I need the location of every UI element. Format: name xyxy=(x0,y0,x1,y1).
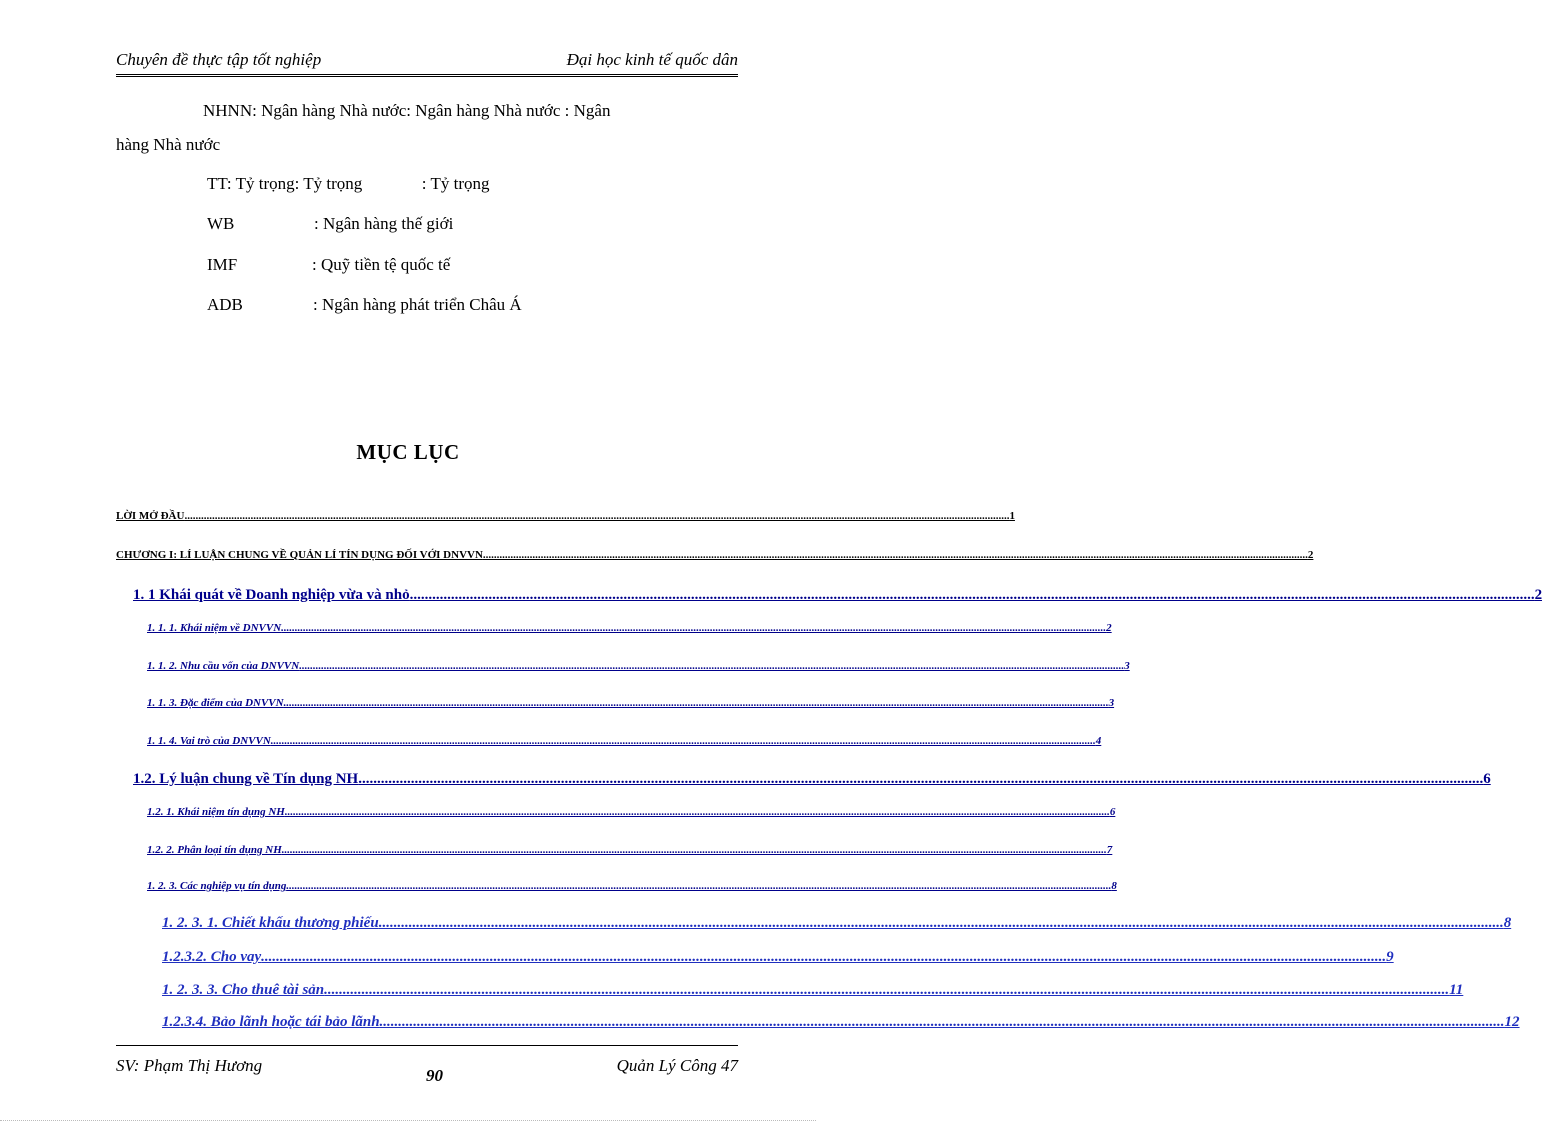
toc-leader-dots: ............................................................................................................................................................................................................................................................................................................ xyxy=(261,949,1387,965)
toc-leader-dots: ............................................................................................................................................................................................................................................................................................................ xyxy=(286,880,1112,892)
toc-entry-page: 2 xyxy=(1106,622,1112,634)
toc-entry-chuong-1[interactable] xyxy=(116,549,1314,561)
page-bottom-dotted-line xyxy=(0,1120,816,1121)
toc-entry-page: 3 xyxy=(1124,660,1130,672)
footer-rule xyxy=(116,1045,738,1046)
abbr-wb-value: : Ngân hàng thế giới xyxy=(314,214,454,233)
toc-entry-page: 3 xyxy=(1108,697,1115,709)
toc-entry-page: 8 xyxy=(1111,880,1117,892)
toc-leader-dots: ............................................................................................................................................................................................................................................................................................................ xyxy=(358,771,1484,787)
toc-entry-page: 6 xyxy=(1109,806,1116,818)
footer-class: Quản Lý Công 47 xyxy=(616,1056,738,1075)
toc-entry-page: 2 xyxy=(1534,587,1542,603)
toc-entry-1-2-3-2[interactable] xyxy=(162,949,1394,966)
toc-entry-page: 8 xyxy=(1503,915,1512,931)
toc-entry-page: 7 xyxy=(1106,844,1113,856)
abbr-tt: TT: Tỷ trọng: Tỷ trọng : Tỷ trọng xyxy=(207,174,490,193)
toc-leader-dots: ............................................................................................................................................................................................................................................................................................................ xyxy=(281,622,1107,634)
toc-entry-page: 11 xyxy=(1449,982,1464,998)
toc-entry-1-2-3-3[interactable] xyxy=(162,982,1464,999)
footer-page-number: 90 xyxy=(426,1066,443,1085)
toc-entry-1-2[interactable] xyxy=(133,771,1491,788)
toc-leader-dots: ............................................................................................................................................................................................................................................................................................................ xyxy=(299,660,1125,672)
toc-leader-dots: ............................................................................................................................................................................................................................................................................................................ xyxy=(283,697,1109,709)
page-header xyxy=(116,48,738,76)
toc-leader-dots: ............................................................................................................................................................................................................................................................................................................ xyxy=(281,844,1107,856)
toc-entry-label: 1. 1. 4. Vai trò của DNVVN xyxy=(147,735,271,747)
toc-leader-dots: ............................................................................................................................................................................................................................................................................................................ xyxy=(284,806,1110,818)
toc-entry-label: CHƯƠNG I: LÍ LUẬN CHUNG VỀ QUẢN LÍ TÍN DỤNG ĐỐI VỚI DNVVN xyxy=(116,549,483,561)
abbr-adb-key: ADB xyxy=(207,295,243,314)
toc-entry-label: 1. 2. 3. Các nghiệp vụ tín dụng xyxy=(147,880,287,892)
toc-entry-1-2-2[interactable] xyxy=(147,844,1113,856)
toc-entry-page: 1 xyxy=(1009,510,1015,522)
abbr-imf-value: : Quỹ tiền tệ quốc tế xyxy=(312,255,451,274)
toc-entry-label: 1.2. Lý luận chung về Tín dụng NH xyxy=(133,771,359,787)
header-rule xyxy=(116,74,738,77)
page-footer xyxy=(116,1052,738,1092)
toc-entry-1-1-3[interactable] xyxy=(147,697,1115,709)
toc-entry-1-2-3-4[interactable] xyxy=(162,1014,1520,1031)
toc-entry-label: 1.2.3.4. Bảo lãnh hoặc tái bảo lãnh xyxy=(162,1014,380,1030)
toc-entry-1-2-1[interactable] xyxy=(147,806,1116,818)
toc-leader-dots: ............................................................................................................................................................................................................................................................................................................ xyxy=(270,735,1096,747)
toc-leader-dots: ............................................................................................................................................................................................................................................................................................................ xyxy=(324,982,1450,998)
toc-entry-1-1-2[interactable] xyxy=(147,660,1130,672)
abbr-wb-key: WB xyxy=(207,214,235,233)
toc-title: MỤC LỤC xyxy=(356,440,460,464)
header-left-text: Chuyên đề thực tập tốt nghiệp xyxy=(116,50,322,69)
toc-leader-dots: ............................................................................................................................................................................................................................................................................................................ xyxy=(409,587,1535,603)
toc-entry-label: 1.2. 1. Khái niệm tín dụng NH xyxy=(147,806,285,818)
toc-entry-loi-mo-dau[interactable] xyxy=(116,510,1015,522)
toc-leader-dots: ............................................................................................................................................................................................................................................................................................................ xyxy=(482,549,1308,561)
toc-entry-page: 4 xyxy=(1095,735,1102,747)
toc-entry-1-1-4[interactable] xyxy=(147,735,1102,747)
toc-entry-page: 12 xyxy=(1504,1014,1520,1030)
footer-student-name: SV: Phạm Thị Hương xyxy=(116,1056,263,1075)
abbr-nhnn-line2: hàng Nhà nước xyxy=(116,135,221,154)
toc-entry-1-1-1[interactable] xyxy=(147,622,1112,634)
toc-leader-dots: ............................................................................................................................................................................................................................................................................................................ xyxy=(379,1014,1505,1030)
toc-leader-dots: ............................................................................................................................................................................................................................................................................................................ xyxy=(184,510,1010,522)
header-right-text: Đại học kinh tế quốc dân xyxy=(566,50,738,69)
abbr-imf-key: IMF xyxy=(207,255,238,274)
toc-entry-label: 1. 1 Khái quát về Doanh nghiệp vừa và nhỏ xyxy=(133,587,410,603)
toc-leader-dots: ............................................................................................................................................................................................................................................................................................................ xyxy=(378,915,1504,931)
toc-entry-label: LỜI MỞ ĐẦU xyxy=(116,510,185,522)
abbr-adb-value: : Ngân hàng phát triển Châu Á xyxy=(313,295,522,314)
toc-entry-page: 6 xyxy=(1483,771,1491,787)
abbr-nhnn-line1: NHNN: Ngân hàng Nhà nước: Ngân hàng Nhà nước : Ngân xyxy=(203,101,611,120)
toc-entry-label: 1. 1. 2. Nhu cầu vốn của DNVVN xyxy=(147,660,300,672)
toc-entry-1-2-3-1[interactable] xyxy=(162,915,1512,932)
toc-entry-page: 9 xyxy=(1386,949,1394,965)
toc-entry-1-2-3[interactable] xyxy=(147,880,1117,892)
toc-entry-label: 1.2.3.2. Cho vay xyxy=(162,949,262,965)
toc-entry-page: 2 xyxy=(1307,549,1314,561)
toc-entry-label: 1. 1. 3. Đặc điểm của DNVVN xyxy=(147,697,284,709)
toc-entry-label: 1. 2. 3. 3. Cho thuê tài sản xyxy=(162,982,325,998)
toc-entry-label: 1. 1. 1. Khái niệm về DNVVN xyxy=(147,622,282,634)
toc-entry-label: 1.2. 2. Phân loại tín dụng NH xyxy=(147,844,282,856)
toc-entry-1-1[interactable] xyxy=(133,587,1542,604)
toc-entry-label: 1. 2. 3. 1. Chiết khấu thương phiếu xyxy=(162,915,379,931)
